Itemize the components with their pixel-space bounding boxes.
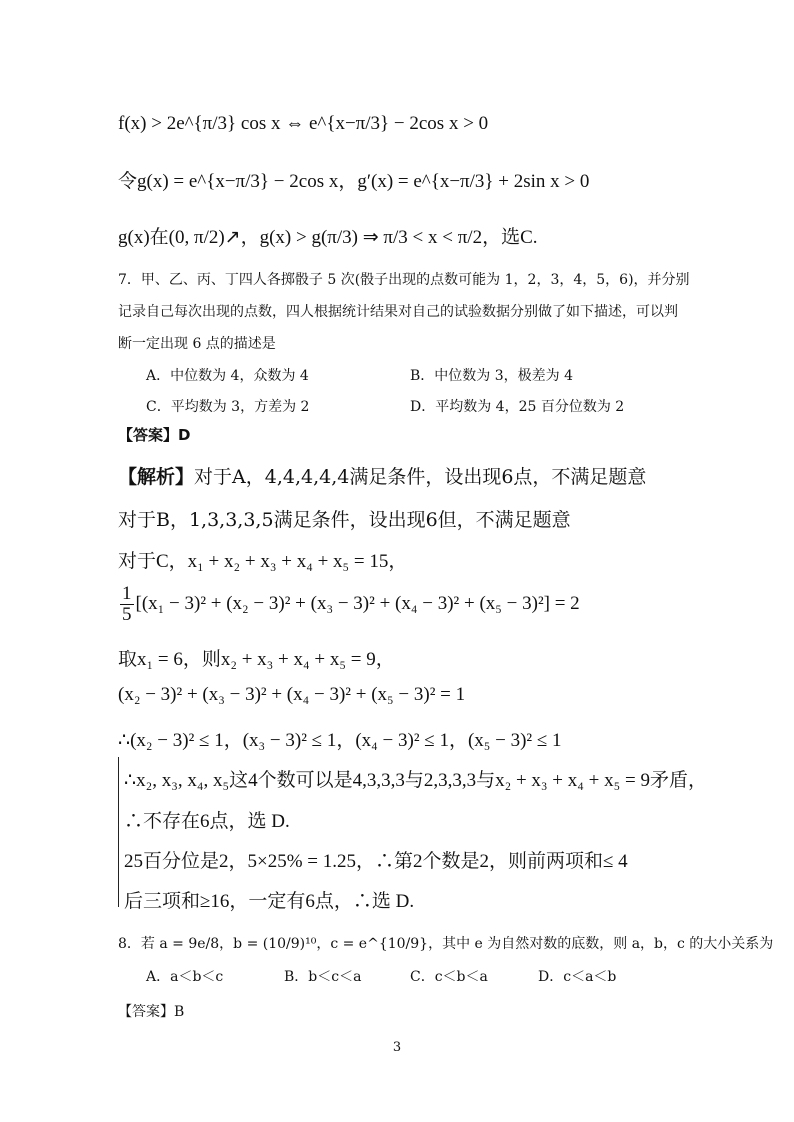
q7-analysis-line-1 bbox=[118, 462, 646, 489]
q7-analysis-label: 【解析】 bbox=[118, 466, 195, 488]
q8-stem: 8．若 a = 9e/8，b = (10/9)¹⁰，c = e^{10/9}，其中 e 为自然对数的底数，则 a，b，c 的大小关系为 bbox=[118, 936, 774, 952]
q8-option-b: B．b＜c＜a bbox=[284, 969, 362, 985]
q7-option-d: D．平均数为 4，25 百分位数为 2 bbox=[410, 399, 625, 415]
derivation-line-2: 令g(x) = e^{x−π/3} − 2cos x，g′(x) = e^{x−π/3} + 2sin x > 0 bbox=[118, 171, 590, 192]
q8-answer-label: 【答案】 bbox=[118, 1004, 174, 1020]
q7-analysis-line-3: 对于C，x₁ + x₂ + x₃ + x₄ + x₅ = 15， bbox=[118, 551, 408, 572]
q7-analysis-line-2: 对于B，1,3,3,3,5满足条件，设出现6但，不满足题意 bbox=[118, 509, 571, 531]
one-fifth-fraction bbox=[120, 584, 134, 625]
q7-analysis-line-5: 取x₁ = 6，则x₂ + x₃ + x₄ + x₅ = 9， bbox=[118, 649, 395, 670]
q7-analysis-text-1: 对于A，4,4,4,4,4满足条件，设出现6点，不满足题意 bbox=[194, 466, 647, 488]
q8-answer-value: B bbox=[174, 1004, 185, 1020]
q7-answer-value: D bbox=[178, 426, 191, 444]
derivation-line-3: g(x)在(0, π/2)↗，g(x) > g(π/3) ⇒ π/3 < x < π/2，选C. bbox=[118, 227, 538, 248]
q7-stem-line-1: 7．甲、乙、丙、丁四人各掷骰子 5 次(骰子出现的点数可能为 1，2，3，4，5，6)，并分别 bbox=[118, 272, 690, 288]
fraction-denominator: 5 bbox=[122, 603, 132, 625]
margin-bar bbox=[118, 757, 119, 907]
q7-answer bbox=[118, 424, 190, 445]
q7-analysis-line-4 bbox=[118, 584, 580, 625]
derivation-line-1: f(x) > 2e^{π/3} cos x ⇔ e^{x−π/3} − 2cos x > 0 bbox=[118, 113, 489, 134]
q7-analysis-line-9: ∴不存在6点，选 D. bbox=[124, 811, 290, 832]
q7-analysis-line-10: 25百分位是2，5×25% = 1.25，∴第2个数是2，则前两项和≤ 4 bbox=[124, 851, 628, 872]
q7-option-c: C．平均数为 3，方差为 2 bbox=[146, 399, 310, 415]
q7-option-a: A．中位数为 4，众数为 4 bbox=[146, 368, 309, 384]
q7-stem-line-2: 记录自己每次出现的点数，四人根据统计结果对自己的试验数据分别做了如下描述，可以判 bbox=[118, 304, 678, 320]
q8-option-d: D．c＜a＜b bbox=[538, 969, 617, 985]
q7-analysis-line-7: ∴(x₂ − 3)² ≤ 1，(x₃ − 3)² ≤ 1，(x₄ − 3)² ≤ 1，(x₅ − 3)² ≤ 1 bbox=[118, 730, 562, 751]
q8-option-a: A．a＜b＜c bbox=[146, 969, 224, 985]
q7-analysis-line-11: 后三项和≥16，一定有6点，∴选 D. bbox=[124, 891, 415, 912]
fraction-numerator: 1 bbox=[122, 583, 132, 604]
q7-option-b: B．中位数为 3，极差为 4 bbox=[410, 368, 574, 384]
q7-answer-label: 【答案】 bbox=[118, 426, 179, 444]
q8-answer bbox=[118, 1001, 184, 1021]
q7-stem-line-3: 断一定出现 6 点的描述是 bbox=[118, 336, 276, 352]
q7-analysis-line-6: (x₂ − 3)² + (x₃ − 3)² + (x₄ − 3)² + (x₅ − 3)² = 1 bbox=[118, 684, 466, 705]
page-number: 3 bbox=[392, 1040, 402, 1055]
q8-option-c: C．c＜b＜a bbox=[410, 969, 488, 985]
variance-expression: [(x₁ − 3)² + (x₂ − 3)² + (x₃ − 3)² + (x₄ − 3)² + (x₅ − 3)²] = 2 bbox=[135, 592, 580, 614]
q7-analysis-line-8: ∴x₂, x₃, x₄, x₅这4个数可以是4,3,3,3与2,3,3,3与x₂ + x₃ + x₄ + x₅ = 9矛盾， bbox=[124, 770, 707, 791]
